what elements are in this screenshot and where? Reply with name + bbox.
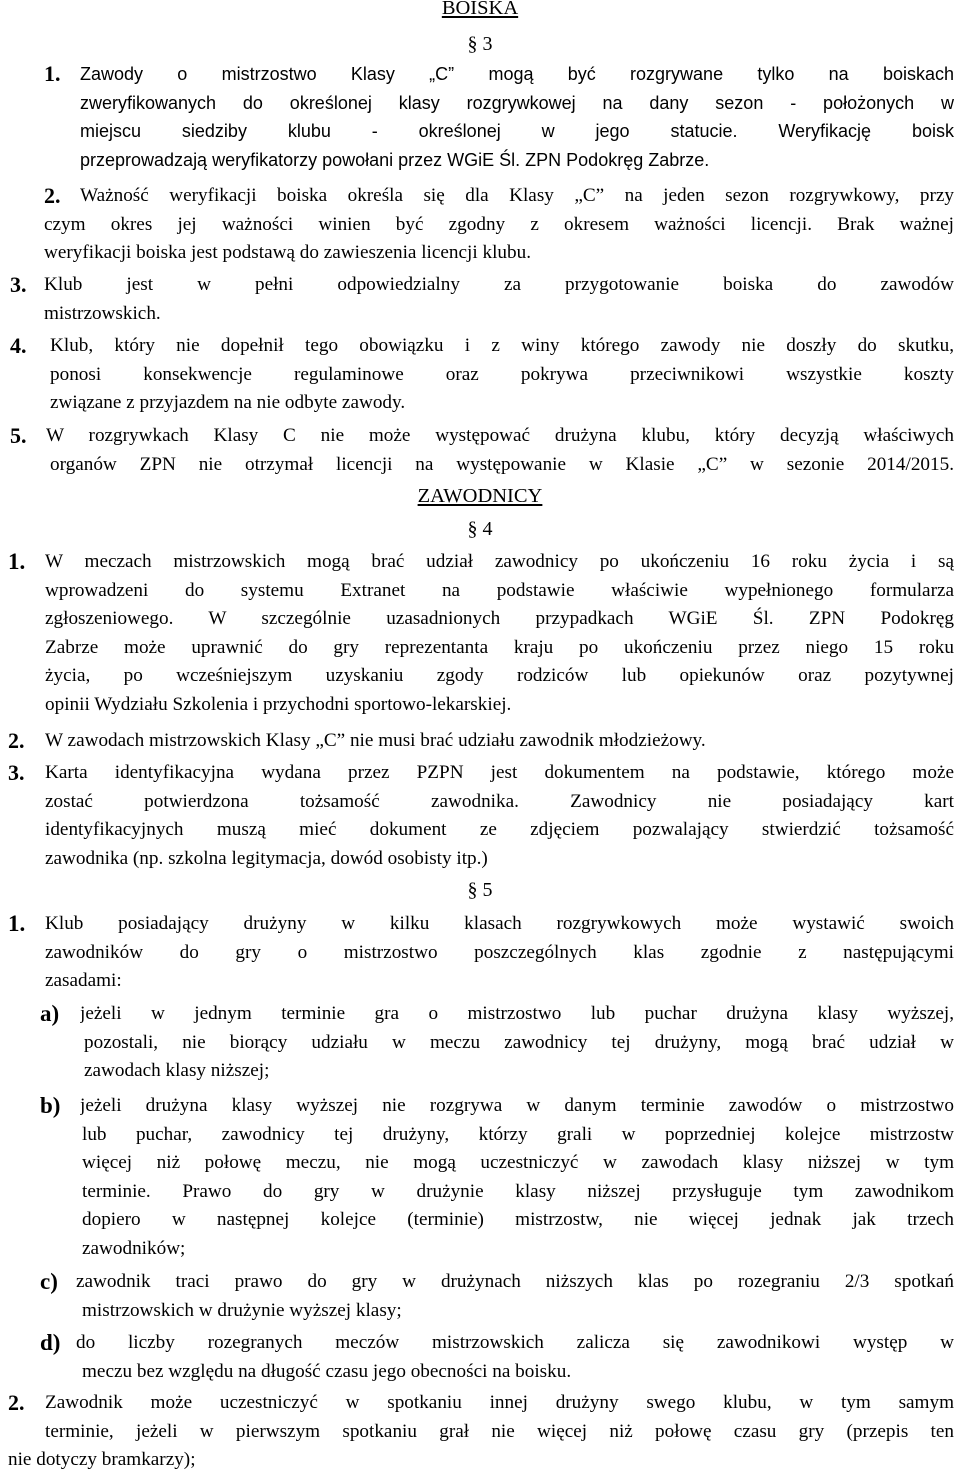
s5-point-b-line: więcej niż połowę meczu, nie mogą uczestniczyć w zawodach klasy niższej w tym [82, 1152, 954, 1173]
s3-point-5 [10, 422, 954, 479]
s5-point-2-line: Zawodnik może uczestniczyć w spotkaniu innej drużyny swego klubu, w tym samym [45, 1392, 954, 1413]
s4-point-1-line: zgłoszeniowego. W szczególnie uzasadnionych przypadkach WGiE Śl. ZPN Podokręg [45, 608, 954, 629]
s5-point-d-line: do liczby rozegranych meczów mistrzowskich zalicza się zawodnikowi występ w [76, 1332, 954, 1353]
s5-point-d-line: meczu bez względu na długość czasu jego obecności na boisku. [82, 1360, 572, 1382]
s3-point-1-number: 1. [44, 61, 61, 86]
s5-point-1-line: zawodników do gry o mistrzostwo poszczególnych klas zgodnie z następującymi [45, 941, 954, 963]
s4-point-3-line: identyfikacyjnych muszą mieć dokument ze zdjęciem pozwalający stwierdzić tożsamość [45, 819, 954, 840]
s5-point-a-line: pozostali, nie biorący udziału w meczu zawodnicy tej drużyny, mogą brać udział w [84, 1031, 954, 1053]
s5-point-1 [8, 910, 954, 996]
s5-point-b-line: terminie. Prawo do gry w drużynie klasy niższej przysługuje tym zawodnikom [82, 1180, 954, 1202]
s5-point-b-line: dopiero w następnej kolejce (terminie) mistrzostw, nie więcej jednak jak trzech [82, 1209, 954, 1230]
heading-zawodnicy: ZAWODNICY [417, 485, 543, 507]
s5-point-b [40, 1092, 954, 1263]
s3-point-2 [44, 182, 954, 268]
s3-point-2-line: Ważność weryfikacji boiska określa się dla Klasy „C” na jeden sezon rozgrywkowy, przy [80, 185, 954, 206]
s3-point-3-number: 3. [10, 272, 27, 297]
s5-point-a-letter: a) [40, 1001, 60, 1026]
section-3-title: § 3 [467, 33, 493, 55]
s4-point-1-line: wprowadzeni do systemu Extranet na podstawie właściwie wypełnionego formularza [45, 579, 954, 601]
s3-point-3 [10, 271, 954, 328]
s5-point-c [40, 1268, 954, 1325]
s3-point-4 [10, 332, 954, 418]
s5-point-b-letter: b) [40, 1093, 61, 1118]
s4-point-3-number: 3. [8, 760, 25, 785]
s5-point-b-line: zawodników; [82, 1237, 186, 1259]
s4-point-1 [8, 548, 954, 719]
s3-point-3-line: mistrzowskich. [44, 302, 161, 324]
s5-point-2-number: 2. [8, 1390, 25, 1415]
s5-point-c-letter: c) [40, 1269, 58, 1294]
s3-point-4-line: ponosi konsekwencje regulaminowe oraz pokrywa przeciwnikowi wszystkie koszty [50, 363, 954, 385]
s4-point-1-line: W meczach mistrzowskich mogą brać udział zawodnicy po ukończeniu 16 roku życia i są [45, 551, 954, 572]
s3-point-1-line: przeprowadzają weryfikatorzy powołani przez WGiE Śl. ZPN Podokręg Zabrze. [80, 149, 710, 170]
s3-point-2-line: weryfikacji boiska jest podstawą do zawieszenia licencji klubu. [44, 242, 531, 263]
s5-point-d [40, 1329, 954, 1386]
s3-point-1 [44, 60, 954, 174]
s4-point-3 [8, 759, 954, 873]
s4-point-1-line: Zabrze może uprawnić do gry reprezentanta kraju po ukończeniu przez niego 15 roku [45, 636, 954, 658]
s4-point-1-line: życia, po wcześniejszym uzyskaniu zgody rodziców lub opiekunów oraz pozytywnej [45, 665, 954, 686]
s3-point-4-line: związane z przyjazdem na nie odbyte zawody. [50, 392, 406, 413]
s4-point-2-line: W zawodach mistrzowskich Klasy „C” nie musi brać udziału zawodnik młodzieżowy. [45, 730, 706, 751]
s5-point-1-line: zasadami: [45, 970, 122, 991]
s5-point-c-line: mistrzowskich w drużynie wyższej klasy; [82, 1299, 402, 1321]
s4-point-3-line: Karta identyfikacyjna wydana przez PZPN jest dokumentem na podstawie, którego może [45, 762, 954, 783]
heading-boiska: BOISKA [441, 0, 519, 19]
s3-point-4-number: 4. [10, 333, 27, 358]
s5-point-a [40, 1000, 954, 1086]
s3-point-5-line: W rozgrywkach Klasy C nie może występować drużyna klubu, który decyzją właściwych [46, 425, 954, 446]
s4-point-3-line: zawodnika (np. szkolna legitymacja, dowód osobisty itp.) [45, 847, 488, 869]
s5-point-c-line: zawodnik traci prawo do gry w drużynach niższych klas po rozegraniu 2/3 spotkań [76, 1271, 954, 1292]
s5-point-2-line: terminie, jeżeli w pierwszym spotkaniu grał nie więcej niż połowę czasu gry (przepis ten [45, 1420, 954, 1442]
s3-point-4-line: Klub, który nie dopełnił tego obowiązku i z winy którego zawody nie doszły do skutku, [50, 335, 954, 356]
s3-point-1-line: Zawody o mistrzostwo Klasy „C” mogą być rozgrywane tylko na boiskach [80, 64, 954, 84]
s4-point-2 [8, 727, 954, 756]
s4-point-3-line: zostać potwierdzona tożsamość zawodnika. Zawodnicy nie posiadający kart [45, 790, 954, 812]
s3-point-3-line: Klub jest w pełni odpowiedzialny za przygotowanie boiska do zawodów [44, 274, 954, 295]
s5-point-d-letter: d) [40, 1330, 61, 1355]
section-4-title: § 4 [467, 518, 493, 540]
s3-point-1-line: zweryfikowanych do określonej klasy rozgrywkowej na dany sezon - położonych w [80, 92, 954, 113]
s3-point-5-line: organów ZPN nie otrzymał licencji na występowanie w Klasie „C” w sezonie 2014/2015. [50, 453, 954, 475]
s5-point-2-line: nie dotyczy bramkarzy); [8, 1449, 196, 1470]
s5-point-b-line: lub puchar, zawodnicy tej drużyny, którzy grali w poprzedniej kolejce mistrzostw [82, 1123, 954, 1145]
s5-point-2 [8, 1389, 954, 1475]
s4-point-1-line: opinii Wydziału Szkolenia i przychodni sportowo-lekarskiej. [45, 693, 512, 715]
s5-point-a-line: zawodach klasy niższej; [84, 1060, 270, 1081]
s5-point-1-number: 1. [8, 911, 26, 936]
s3-point-2-line: czym okres jej ważności winien być zgodny z okresem ważności licencji. Brak ważnej [44, 213, 954, 235]
s4-point-1-number: 1. [8, 549, 26, 574]
s4-point-2-number: 2. [8, 728, 25, 753]
section-5-title: § 5 [467, 879, 493, 901]
s3-point-1-line: miejscu siedziby klubu - określonej w jego statucie. Weryfikację boisk [80, 121, 954, 141]
s5-point-1-line: Klub posiadający drużyny w kilku klasach rozgrywkowych może wystawić swoich [45, 913, 954, 934]
s3-point-5-number: 5. [10, 423, 27, 448]
s5-point-b-line: jeżeli drużyna klasy wyższej nie rozgrywa w danym terminie zawodów o mistrzostwo [80, 1095, 954, 1116]
s5-point-a-line: jeżeli w jednym terminie gra o mistrzostwo lub puchar drużyna klasy wyższej, [80, 1003, 954, 1024]
s3-point-2-number: 2. [44, 183, 61, 208]
